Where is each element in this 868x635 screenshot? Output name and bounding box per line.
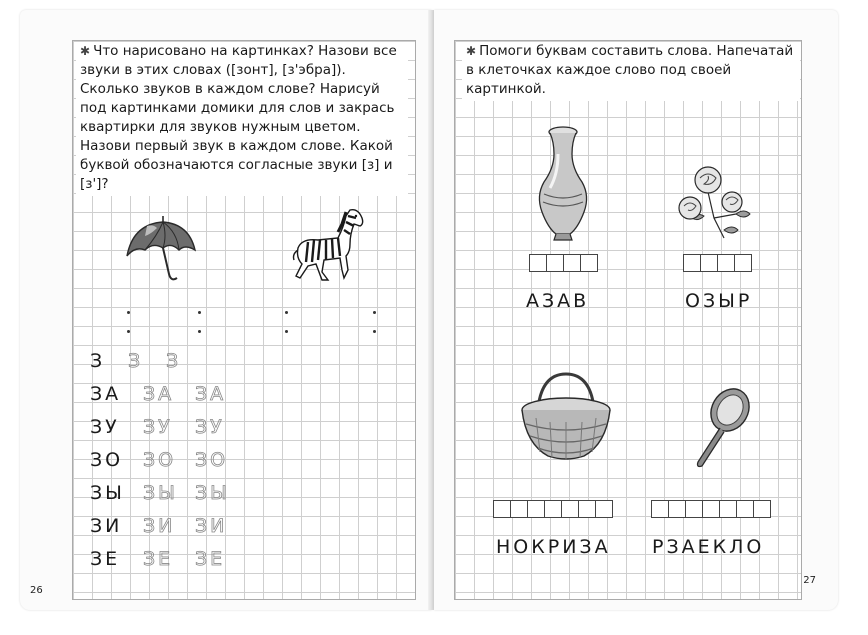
syllable-dotted: ЗИ bbox=[143, 515, 176, 537]
letter-cell[interactable] bbox=[493, 500, 511, 518]
letter-cell[interactable] bbox=[736, 500, 754, 518]
dot-marker bbox=[198, 330, 201, 333]
right-task-text bbox=[462, 42, 800, 101]
right-page bbox=[434, 10, 838, 610]
page-number: 26 bbox=[30, 585, 43, 596]
answer-boxes[interactable] bbox=[684, 254, 752, 272]
zebra-picture bbox=[288, 208, 370, 288]
syllable-solid: ЗО bbox=[90, 449, 124, 471]
scrambled-word: АЗАВ bbox=[526, 290, 590, 312]
letter-cell[interactable] bbox=[544, 500, 562, 518]
syllable-solid: ЗЫ bbox=[90, 482, 125, 504]
umbrella-picture bbox=[123, 216, 197, 286]
dot-marker bbox=[127, 311, 130, 314]
page-number: 27 bbox=[803, 575, 816, 586]
syllable-dotted: ЗУ bbox=[195, 416, 225, 438]
syllable-dotted: ЗО bbox=[195, 449, 229, 471]
syllable-solid: З bbox=[90, 350, 106, 372]
scrambled-word: НОКРИЗА bbox=[496, 536, 611, 558]
letter-cell[interactable] bbox=[651, 500, 669, 518]
dot-marker bbox=[285, 330, 288, 333]
syllable-solid: ЗУ bbox=[90, 416, 120, 438]
letter-cell[interactable] bbox=[685, 500, 703, 518]
syllable-solid: ЗА bbox=[90, 383, 122, 405]
syllable-dotted: ЗА bbox=[143, 383, 175, 405]
syllable-solid: ЗЕ bbox=[90, 548, 121, 570]
letter-cell[interactable] bbox=[580, 254, 598, 272]
letter-cell[interactable] bbox=[546, 254, 564, 272]
letter-cell[interactable] bbox=[563, 254, 581, 272]
letter-cell[interactable] bbox=[717, 254, 735, 272]
left-page bbox=[20, 10, 432, 610]
scrambled-word: ОЗЫР bbox=[685, 290, 753, 312]
letter-cell[interactable] bbox=[529, 254, 547, 272]
syllable-dotted: ЗЕ bbox=[195, 548, 226, 570]
dot-marker bbox=[127, 330, 130, 333]
dot-marker bbox=[373, 311, 376, 314]
basket-picture bbox=[518, 370, 614, 462]
syllable-dotted: ЗЫ bbox=[195, 482, 230, 504]
right-task-instructions: Помоги буквам составить слова. Напечатай в клеточках каждое слово под своей картинкой. bbox=[466, 43, 794, 97]
left-task-instructions: Что нарисовано на картинках? Назови все звуки в этих словах ([зонт], [з'эбра]). Сколько звуков в каждом слове? Нарисуй под картинками домики для слов и закрась квартирки для звуков нужным цветом. Назови первый звук в каждом слове. Какой буквой обозначаются согласные звуки [з] и [з']? bbox=[80, 43, 397, 192]
syllable-dotted: ЗА bbox=[195, 383, 227, 405]
dot-marker bbox=[285, 311, 288, 314]
answer-boxes[interactable] bbox=[494, 500, 613, 518]
letter-cell[interactable] bbox=[702, 500, 720, 518]
syllable-dotted: ЗЫ bbox=[143, 482, 178, 504]
letter-cell[interactable] bbox=[510, 500, 528, 518]
letter-cell[interactable] bbox=[683, 254, 701, 272]
vase-picture bbox=[534, 124, 592, 242]
letter-cell[interactable] bbox=[734, 254, 752, 272]
letter-cell[interactable] bbox=[578, 500, 596, 518]
syllable-dotted: ЗУ bbox=[143, 416, 173, 438]
letter-cell[interactable] bbox=[668, 500, 686, 518]
dot-marker bbox=[198, 311, 201, 314]
syllable-dotted: ЗО bbox=[143, 449, 177, 471]
left-task-text bbox=[76, 42, 408, 196]
letter-cell[interactable] bbox=[700, 254, 718, 272]
scrambled-word: РЗАЕКЛО bbox=[652, 536, 765, 558]
star-icon: ✱ bbox=[80, 44, 91, 58]
letter-cell[interactable] bbox=[595, 500, 613, 518]
answer-boxes[interactable] bbox=[530, 254, 598, 272]
letter-cell[interactable] bbox=[527, 500, 545, 518]
syllable-dotted: ЗЕ bbox=[143, 548, 174, 570]
dot-marker bbox=[373, 330, 376, 333]
roses-picture bbox=[674, 158, 758, 240]
star-icon: ✱ bbox=[466, 44, 477, 58]
letter-cell[interactable] bbox=[719, 500, 737, 518]
letter-cell[interactable] bbox=[753, 500, 771, 518]
syllable-solid: ЗИ bbox=[90, 515, 123, 537]
syllable-dotted: ЗИ bbox=[195, 515, 228, 537]
syllable-dotted: З bbox=[128, 350, 144, 372]
mirror-picture bbox=[690, 384, 754, 470]
letter-cell[interactable] bbox=[561, 500, 579, 518]
syllable-dotted: З bbox=[166, 350, 182, 372]
answer-boxes[interactable] bbox=[652, 500, 771, 518]
